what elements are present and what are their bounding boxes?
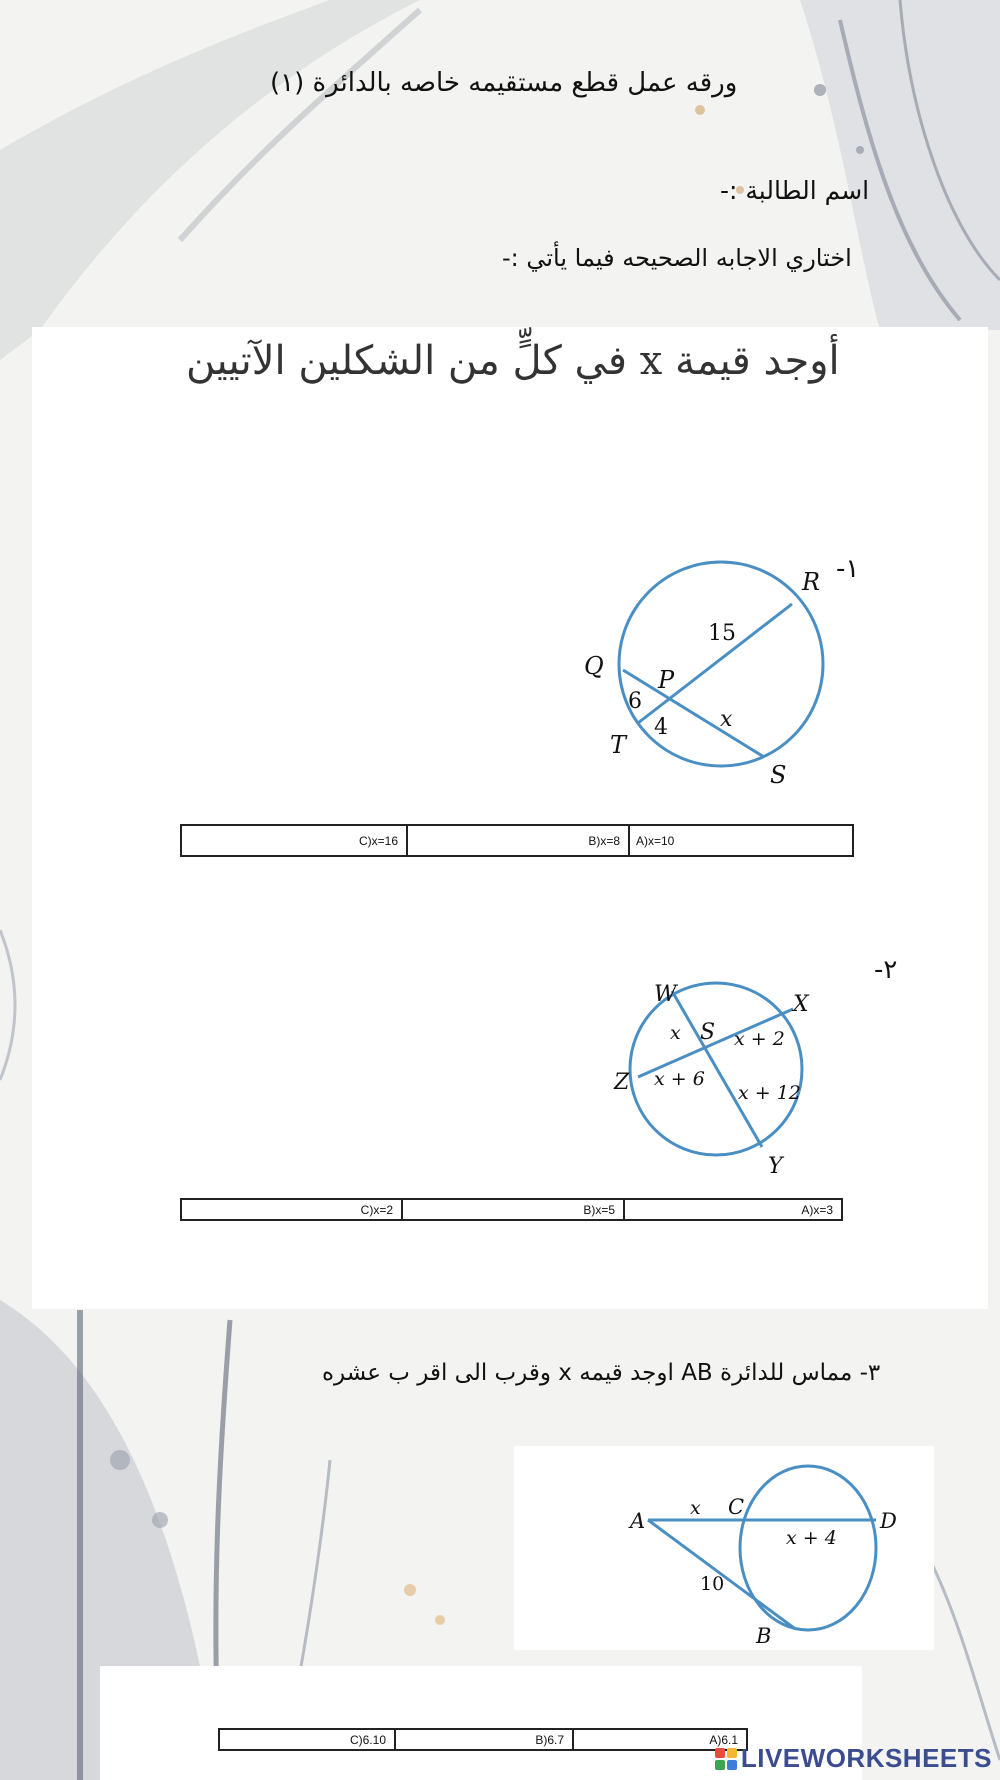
question-2-figure	[600, 975, 840, 1185]
q3-label-x-plus-4: x + 4	[786, 1527, 837, 1549]
q1-label-S: S	[770, 761, 787, 789]
liveworksheets-logo-icon	[715, 1748, 737, 1770]
student-name-label: اسم الطالبة :-	[720, 176, 870, 205]
q2-label-S: S	[700, 1020, 716, 1045]
q3-label-D: D	[880, 1509, 897, 1533]
q2-label-Y: Y	[768, 1154, 783, 1179]
q2-label-W: W	[654, 982, 677, 1007]
q3-option-a[interactable]: A)6.1	[574, 1730, 746, 1749]
q2-label-x-plus-6: x + 6	[654, 1068, 705, 1090]
question-1-answers	[180, 824, 854, 857]
question-2-answers	[180, 1198, 843, 1221]
q1-circle	[619, 562, 823, 766]
q2-option-c[interactable]: C)x=2	[182, 1200, 403, 1219]
liveworksheets-brand[interactable]	[715, 1743, 992, 1774]
q2-label-x-plus-12: x + 12	[738, 1082, 801, 1104]
q2-label-Z: Z	[614, 1070, 630, 1095]
question-3-answers	[218, 1728, 748, 1751]
q3-option-c[interactable]: C)6.10	[220, 1730, 396, 1749]
brand-name: LIVEWORKSHEETS	[740, 1743, 992, 1773]
questions-panel	[32, 327, 988, 1309]
q2-label-x: x	[670, 1022, 681, 1044]
q3-label-C: C	[728, 1495, 745, 1519]
q3-label-x: x	[690, 1497, 701, 1519]
question-3-figure	[614, 1456, 914, 1646]
q2-label-x-plus-2: x + 2	[734, 1028, 785, 1050]
q1-option-a[interactable]: A)x=10	[630, 826, 852, 855]
question-2-number: ٢-	[874, 955, 898, 985]
instruction-text: اختاري الاجابه الصحيحه فيما يأتي :-	[502, 244, 852, 272]
q1-label-x: x	[720, 707, 733, 732]
q1-label-15: 15	[708, 621, 736, 646]
q2-option-b[interactable]: B)x=5	[403, 1200, 625, 1219]
q1-label-T: T	[610, 731, 627, 759]
q1-option-c[interactable]: C)x=16	[182, 826, 408, 855]
question-1-number: ١-	[836, 554, 860, 584]
q1-chord-QS	[623, 670, 764, 757]
q3-option-b[interactable]: B)6.7	[396, 1730, 574, 1749]
q3-label-10: 10	[700, 1573, 725, 1595]
q1-label-6: 6	[628, 689, 642, 714]
q1-label-4: 4	[654, 715, 668, 740]
q2-option-a[interactable]: A)x=3	[625, 1200, 841, 1219]
q3-label-B: B	[756, 1624, 772, 1646]
q3-label-A: A	[630, 1509, 646, 1533]
question-3-text: ٣- مماس للدائرة AB اوجد قيمه x وقرب الى اقر ب عشره	[322, 1360, 881, 1386]
q2-label-X: X	[793, 992, 809, 1017]
worksheet-title: ورقه عمل قطع مستقيمه خاصه بالدائرة (١)	[270, 68, 738, 98]
question-1-figure	[570, 540, 850, 800]
task-heading: أوجد قيمة x في كلٍّ من الشكلين الآتيين	[186, 338, 840, 384]
q1-label-Q: Q	[584, 652, 604, 680]
q1-label-P: P	[658, 666, 675, 694]
q1-label-R: R	[802, 568, 821, 596]
q1-option-b[interactable]: B)x=8	[408, 826, 630, 855]
